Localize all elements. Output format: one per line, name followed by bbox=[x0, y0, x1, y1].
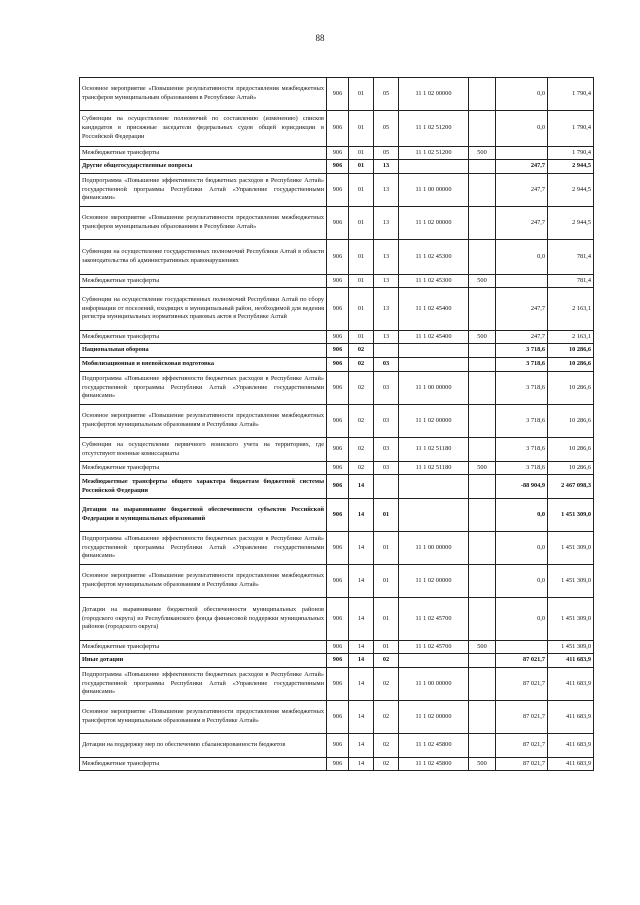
cell-grbs: 906 bbox=[327, 275, 349, 288]
cell-change-amount: 0,0 bbox=[496, 240, 548, 275]
table-row bbox=[80, 275, 594, 288]
table-row bbox=[80, 598, 594, 641]
cell-name: Межбюджетные трансферты bbox=[80, 462, 327, 475]
cell-section: 01 bbox=[349, 174, 374, 207]
table-row bbox=[80, 288, 594, 331]
cell-grbs: 906 bbox=[327, 111, 349, 147]
cell-change-amount: 0,0 bbox=[496, 565, 548, 598]
cell-name: Дотации на выравнивание бюджетной обеспеченности муниципальных районов (городского округа) из Республиканского фонда финансовой поддержки муниципальных районов (городского округа) bbox=[80, 598, 327, 641]
cell-expense-type bbox=[469, 532, 496, 565]
cell-total-amount: 10 286,6 bbox=[548, 344, 594, 358]
cell-section: 01 bbox=[349, 78, 374, 111]
cell-name: Субвенции на осуществление полномочий по составлению (изменению) списков кандидатов в присяжные заседатели федеральных судов общей юрисдикции в Российской Федерации bbox=[80, 111, 327, 147]
cell-grbs: 906 bbox=[327, 598, 349, 641]
cell-target-article: 11 1 02 45800 bbox=[399, 734, 469, 758]
cell-name: Основное мероприятие «Повышение результативности предоставления межбюджетных трансфертов муниципальным образованиям в Республике Алтай» bbox=[80, 405, 327, 438]
cell-total-amount: 1 790,4 bbox=[548, 78, 594, 111]
table-row bbox=[80, 462, 594, 475]
cell-subsection: 05 bbox=[374, 78, 399, 111]
cell-name: Межбюджетные трансферты bbox=[80, 331, 327, 344]
cell-expense-type bbox=[469, 207, 496, 240]
cell-name: Основное мероприятие «Повышение результативности предоставления межбюджетных трансфертов муниципальным образованиям в Республике Алтай» bbox=[80, 701, 327, 734]
cell-total-amount: 1 451 309,0 bbox=[548, 565, 594, 598]
table-row bbox=[80, 654, 594, 668]
table-row bbox=[80, 475, 594, 499]
cell-target-article bbox=[399, 499, 469, 532]
cell-target-article: 11 1 00 00000 bbox=[399, 532, 469, 565]
cell-name: Подпрограмма «Повышение эффективности бюджетных расходов в Республике Алтай» государственной программы Республики Алтай «Управление государственными финансами» bbox=[80, 668, 327, 701]
cell-change-amount: 3 718,6 bbox=[496, 358, 548, 372]
cell-section: 02 bbox=[349, 358, 374, 372]
cell-target-article: 11 1 02 00000 bbox=[399, 701, 469, 734]
cell-change-amount: 87 021,7 bbox=[496, 701, 548, 734]
cell-subsection: 03 bbox=[374, 358, 399, 372]
cell-subsection: 02 bbox=[374, 668, 399, 701]
cell-name: Межбюджетные трансферты общего характера бюджетам бюджетной системы Российской Федерации bbox=[80, 475, 327, 499]
cell-total-amount: 411 683,9 bbox=[548, 734, 594, 758]
table-row bbox=[80, 499, 594, 532]
cell-name: Межбюджетные трансферты bbox=[80, 147, 327, 160]
table-row bbox=[80, 358, 594, 372]
cell-total-amount: 411 683,9 bbox=[548, 701, 594, 734]
cell-total-amount: 2 944,5 bbox=[548, 174, 594, 207]
cell-grbs: 906 bbox=[327, 147, 349, 160]
cell-expense-type bbox=[469, 372, 496, 405]
table-row bbox=[80, 438, 594, 462]
cell-expense-type bbox=[469, 405, 496, 438]
cell-section: 14 bbox=[349, 499, 374, 532]
cell-target-article bbox=[399, 344, 469, 358]
cell-subsection: 02 bbox=[374, 701, 399, 734]
cell-total-amount: 10 286,6 bbox=[548, 438, 594, 462]
cell-total-amount: 1 790,4 bbox=[548, 147, 594, 160]
cell-total-amount: 2 944,5 bbox=[548, 207, 594, 240]
cell-section: 14 bbox=[349, 641, 374, 654]
cell-change-amount: 0,0 bbox=[496, 111, 548, 147]
cell-grbs: 906 bbox=[327, 174, 349, 207]
cell-name: Дотации на выравнивание бюджетной обеспеченности субъектов Российской Федерации и муниципальных образований bbox=[80, 499, 327, 532]
cell-grbs: 906 bbox=[327, 207, 349, 240]
cell-total-amount: 411 683,9 bbox=[548, 758, 594, 771]
cell-target-article: 11 1 02 00000 bbox=[399, 207, 469, 240]
cell-section: 14 bbox=[349, 668, 374, 701]
cell-name: Межбюджетные трансферты bbox=[80, 641, 327, 654]
cell-total-amount: 2 467 098,3 bbox=[548, 475, 594, 499]
cell-expense-type: 500 bbox=[469, 641, 496, 654]
cell-grbs: 906 bbox=[327, 641, 349, 654]
cell-target-article: 11 1 02 45400 bbox=[399, 288, 469, 331]
cell-subsection: 01 bbox=[374, 499, 399, 532]
cell-target-article: 11 1 00 00000 bbox=[399, 174, 469, 207]
cell-section: 14 bbox=[349, 565, 374, 598]
cell-subsection: 13 bbox=[374, 331, 399, 344]
cell-grbs: 906 bbox=[327, 654, 349, 668]
cell-change-amount: 3 718,6 bbox=[496, 344, 548, 358]
cell-subsection bbox=[374, 475, 399, 499]
cell-expense-type bbox=[469, 565, 496, 598]
cell-grbs: 906 bbox=[327, 499, 349, 532]
cell-change-amount: 0,0 bbox=[496, 598, 548, 641]
cell-section: 01 bbox=[349, 275, 374, 288]
cell-grbs: 906 bbox=[327, 701, 349, 734]
cell-target-article: 11 1 02 51200 bbox=[399, 147, 469, 160]
cell-target-article: 11 1 02 45300 bbox=[399, 240, 469, 275]
cell-expense-type bbox=[469, 438, 496, 462]
cell-target-article: 11 1 00 00000 bbox=[399, 668, 469, 701]
cell-change-amount: 87 021,7 bbox=[496, 654, 548, 668]
cell-grbs: 906 bbox=[327, 438, 349, 462]
cell-section: 14 bbox=[349, 598, 374, 641]
cell-expense-type bbox=[469, 288, 496, 331]
cell-grbs: 906 bbox=[327, 475, 349, 499]
table-row bbox=[80, 111, 594, 147]
cell-target-article bbox=[399, 475, 469, 499]
table-row bbox=[80, 207, 594, 240]
cell-expense-type bbox=[469, 701, 496, 734]
cell-name: Основное мероприятие «Повышение результативности предоставления межбюджетных трансфертов муниципальным образованиям в Республике Алтай» bbox=[80, 565, 327, 598]
cell-expense-type bbox=[469, 111, 496, 147]
budget-table-body bbox=[80, 78, 594, 771]
cell-target-article: 11 1 02 45800 bbox=[399, 758, 469, 771]
cell-section: 14 bbox=[349, 475, 374, 499]
cell-grbs: 906 bbox=[327, 532, 349, 565]
cell-section: 01 bbox=[349, 111, 374, 147]
table-row bbox=[80, 532, 594, 565]
cell-subsection: 05 bbox=[374, 111, 399, 147]
cell-section: 14 bbox=[349, 734, 374, 758]
cell-subsection: 13 bbox=[374, 275, 399, 288]
cell-change-amount: 247,7 bbox=[496, 160, 548, 174]
cell-target-article: 11 1 02 00000 bbox=[399, 78, 469, 111]
cell-target-article: 11 1 02 51200 bbox=[399, 111, 469, 147]
cell-expense-type bbox=[469, 344, 496, 358]
cell-expense-type bbox=[469, 668, 496, 701]
cell-change-amount bbox=[496, 275, 548, 288]
cell-section: 14 bbox=[349, 654, 374, 668]
cell-name: Субвенции на осуществление государственных полномочий Республики Алтай в области законодательства об административных правонарушениях bbox=[80, 240, 327, 275]
cell-name: Другие общегосударственные вопросы bbox=[80, 160, 327, 174]
table-row bbox=[80, 565, 594, 598]
cell-grbs: 906 bbox=[327, 358, 349, 372]
cell-total-amount: 1 451 309,0 bbox=[548, 598, 594, 641]
cell-name: Мобилизационная и вневойсковая подготовка bbox=[80, 358, 327, 372]
cell-total-amount: 411 683,9 bbox=[548, 668, 594, 701]
cell-grbs: 906 bbox=[327, 240, 349, 275]
cell-name: Подпрограмма «Повышение эффективности бюджетных расходов в Республике Алтай» государственной программы Республики Алтай «Управление государственными финансами» bbox=[80, 532, 327, 565]
cell-subsection: 13 bbox=[374, 160, 399, 174]
table-row bbox=[80, 372, 594, 405]
cell-change-amount: -88 904,9 bbox=[496, 475, 548, 499]
cell-section: 02 bbox=[349, 372, 374, 405]
cell-expense-type bbox=[469, 174, 496, 207]
cell-grbs: 906 bbox=[327, 565, 349, 598]
cell-expense-type: 500 bbox=[469, 331, 496, 344]
cell-subsection bbox=[374, 344, 399, 358]
cell-target-article: 11 1 02 45400 bbox=[399, 331, 469, 344]
cell-expense-type bbox=[469, 654, 496, 668]
cell-subsection: 01 bbox=[374, 641, 399, 654]
cell-target-article: 11 1 02 45700 bbox=[399, 641, 469, 654]
cell-section: 01 bbox=[349, 288, 374, 331]
cell-change-amount: 0,0 bbox=[496, 499, 548, 532]
cell-section: 01 bbox=[349, 207, 374, 240]
cell-total-amount: 781,4 bbox=[548, 275, 594, 288]
table-row bbox=[80, 160, 594, 174]
cell-subsection: 13 bbox=[374, 288, 399, 331]
cell-grbs: 906 bbox=[327, 288, 349, 331]
cell-expense-type bbox=[469, 734, 496, 758]
cell-total-amount: 1 790,4 bbox=[548, 111, 594, 147]
cell-name: Подпрограмма «Повышение эффективности бюджетных расходов в Республике Алтай» государственной программы Республики Алтай «Управление государственными финансами» bbox=[80, 372, 327, 405]
cell-expense-type: 500 bbox=[469, 147, 496, 160]
cell-section: 02 bbox=[349, 438, 374, 462]
table-row bbox=[80, 331, 594, 344]
cell-subsection: 03 bbox=[374, 372, 399, 405]
cell-total-amount: 2 163,1 bbox=[548, 288, 594, 331]
cell-grbs: 906 bbox=[327, 734, 349, 758]
table-row bbox=[80, 240, 594, 275]
cell-name: Субвенции на осуществление первичного воинского учета на территориях, где отсутствуют военные комиссариаты bbox=[80, 438, 327, 462]
cell-subsection: 01 bbox=[374, 598, 399, 641]
cell-target-article: 11 1 02 00000 bbox=[399, 565, 469, 598]
cell-target-article bbox=[399, 358, 469, 372]
cell-section: 02 bbox=[349, 344, 374, 358]
cell-total-amount: 10 286,6 bbox=[548, 462, 594, 475]
cell-total-amount: 411 683,9 bbox=[548, 654, 594, 668]
cell-grbs: 906 bbox=[327, 344, 349, 358]
cell-change-amount bbox=[496, 641, 548, 654]
cell-grbs: 906 bbox=[327, 668, 349, 701]
page-number: 88 bbox=[315, 33, 325, 43]
table-row bbox=[80, 147, 594, 160]
cell-expense-type bbox=[469, 358, 496, 372]
cell-total-amount: 10 286,6 bbox=[548, 372, 594, 405]
cell-total-amount: 2 944,5 bbox=[548, 160, 594, 174]
cell-total-amount: 1 451 309,0 bbox=[548, 532, 594, 565]
cell-expense-type bbox=[469, 78, 496, 111]
cell-subsection: 01 bbox=[374, 532, 399, 565]
cell-subsection: 03 bbox=[374, 405, 399, 438]
cell-target-article bbox=[399, 160, 469, 174]
cell-grbs: 906 bbox=[327, 758, 349, 771]
cell-total-amount: 2 163,1 bbox=[548, 331, 594, 344]
cell-change-amount: 87 021,7 bbox=[496, 758, 548, 771]
cell-name: Подпрограмма «Повышение эффективности бюджетных расходов в Республике Алтай» государственной программы Республики Алтай «Управление государственными финансами» bbox=[80, 174, 327, 207]
cell-subsection: 02 bbox=[374, 654, 399, 668]
cell-change-amount bbox=[496, 147, 548, 160]
cell-target-article: 11 1 02 51180 bbox=[399, 462, 469, 475]
table-row bbox=[80, 734, 594, 758]
cell-section: 14 bbox=[349, 532, 374, 565]
cell-subsection: 02 bbox=[374, 758, 399, 771]
cell-change-amount: 0,0 bbox=[496, 78, 548, 111]
cell-expense-type bbox=[469, 160, 496, 174]
table-row bbox=[80, 758, 594, 771]
cell-change-amount: 247,7 bbox=[496, 288, 548, 331]
cell-subsection: 02 bbox=[374, 734, 399, 758]
cell-target-article: 11 1 02 45700 bbox=[399, 598, 469, 641]
cell-grbs: 906 bbox=[327, 331, 349, 344]
cell-change-amount: 3 718,6 bbox=[496, 438, 548, 462]
cell-grbs: 906 bbox=[327, 372, 349, 405]
cell-change-amount: 247,7 bbox=[496, 207, 548, 240]
cell-total-amount: 10 286,6 bbox=[548, 405, 594, 438]
cell-expense-type: 500 bbox=[469, 758, 496, 771]
cell-name: Межбюджетные трансферты bbox=[80, 758, 327, 771]
cell-section: 01 bbox=[349, 160, 374, 174]
cell-section: 14 bbox=[349, 701, 374, 734]
cell-grbs: 906 bbox=[327, 405, 349, 438]
cell-target-article: 11 1 02 45300 bbox=[399, 275, 469, 288]
cell-subsection: 13 bbox=[374, 174, 399, 207]
cell-name: Основное мероприятие «Повышение результативности предоставления межбюджетных трансферов муниципальным образованиям в Республике Алтай» bbox=[80, 78, 327, 111]
cell-target-article: 11 1 02 51180 bbox=[399, 438, 469, 462]
cell-total-amount: 1 451 309,0 bbox=[548, 641, 594, 654]
cell-name: Межбюджетные трансферты bbox=[80, 275, 327, 288]
cell-expense-type bbox=[469, 240, 496, 275]
cell-grbs: 906 bbox=[327, 160, 349, 174]
cell-change-amount: 87 021,7 bbox=[496, 734, 548, 758]
cell-grbs: 906 bbox=[327, 462, 349, 475]
cell-change-amount: 3 718,6 bbox=[496, 405, 548, 438]
cell-subsection: 13 bbox=[374, 207, 399, 240]
cell-section: 14 bbox=[349, 758, 374, 771]
cell-total-amount: 1 451 309,0 bbox=[548, 499, 594, 532]
cell-subsection: 03 bbox=[374, 462, 399, 475]
cell-grbs: 906 bbox=[327, 78, 349, 111]
table-row bbox=[80, 78, 594, 111]
cell-change-amount: 3 718,6 bbox=[496, 372, 548, 405]
cell-section: 01 bbox=[349, 240, 374, 275]
cell-name: Дотации на поддержку мер по обеспечению сбалансированности бюджетов bbox=[80, 734, 327, 758]
table-row bbox=[80, 405, 594, 438]
cell-change-amount: 0,0 bbox=[496, 532, 548, 565]
cell-change-amount: 87 021,7 bbox=[496, 668, 548, 701]
table-row bbox=[80, 701, 594, 734]
cell-target-article: 11 1 00 00000 bbox=[399, 372, 469, 405]
cell-expense-type bbox=[469, 475, 496, 499]
cell-total-amount: 10 286,6 bbox=[548, 358, 594, 372]
cell-total-amount: 781,4 bbox=[548, 240, 594, 275]
cell-subsection: 03 bbox=[374, 438, 399, 462]
cell-change-amount: 3 718,6 bbox=[496, 462, 548, 475]
cell-subsection: 13 bbox=[374, 240, 399, 275]
budget-table bbox=[79, 77, 594, 771]
table-row bbox=[80, 344, 594, 358]
cell-target-article bbox=[399, 654, 469, 668]
cell-target-article: 11 1 02 00000 bbox=[399, 405, 469, 438]
cell-name: Национальная оборона bbox=[80, 344, 327, 358]
cell-expense-type: 500 bbox=[469, 462, 496, 475]
cell-change-amount: 247,7 bbox=[496, 331, 548, 344]
cell-name: Иные дотации bbox=[80, 654, 327, 668]
cell-name: Субвенции на осуществление государственных полномочий Республики Алтай по сбору информации от поселений, входящих в муниципальный район, необходимой для ведения регистра муниципальных нормативных правовых актов в Республике Алтай bbox=[80, 288, 327, 331]
table-row bbox=[80, 641, 594, 654]
table-row bbox=[80, 668, 594, 701]
cell-section: 01 bbox=[349, 147, 374, 160]
cell-subsection: 01 bbox=[374, 565, 399, 598]
cell-section: 01 bbox=[349, 331, 374, 344]
cell-expense-type bbox=[469, 598, 496, 641]
table-row bbox=[80, 174, 594, 207]
cell-section: 02 bbox=[349, 405, 374, 438]
cell-expense-type: 500 bbox=[469, 275, 496, 288]
cell-name: Основное мероприятие «Повышение результативности предоставления межбюджетных трансферов муниципальным образованиям в Республике Алтай» bbox=[80, 207, 327, 240]
cell-change-amount: 247,7 bbox=[496, 174, 548, 207]
cell-expense-type bbox=[469, 499, 496, 532]
cell-subsection: 05 bbox=[374, 147, 399, 160]
cell-section: 02 bbox=[349, 462, 374, 475]
